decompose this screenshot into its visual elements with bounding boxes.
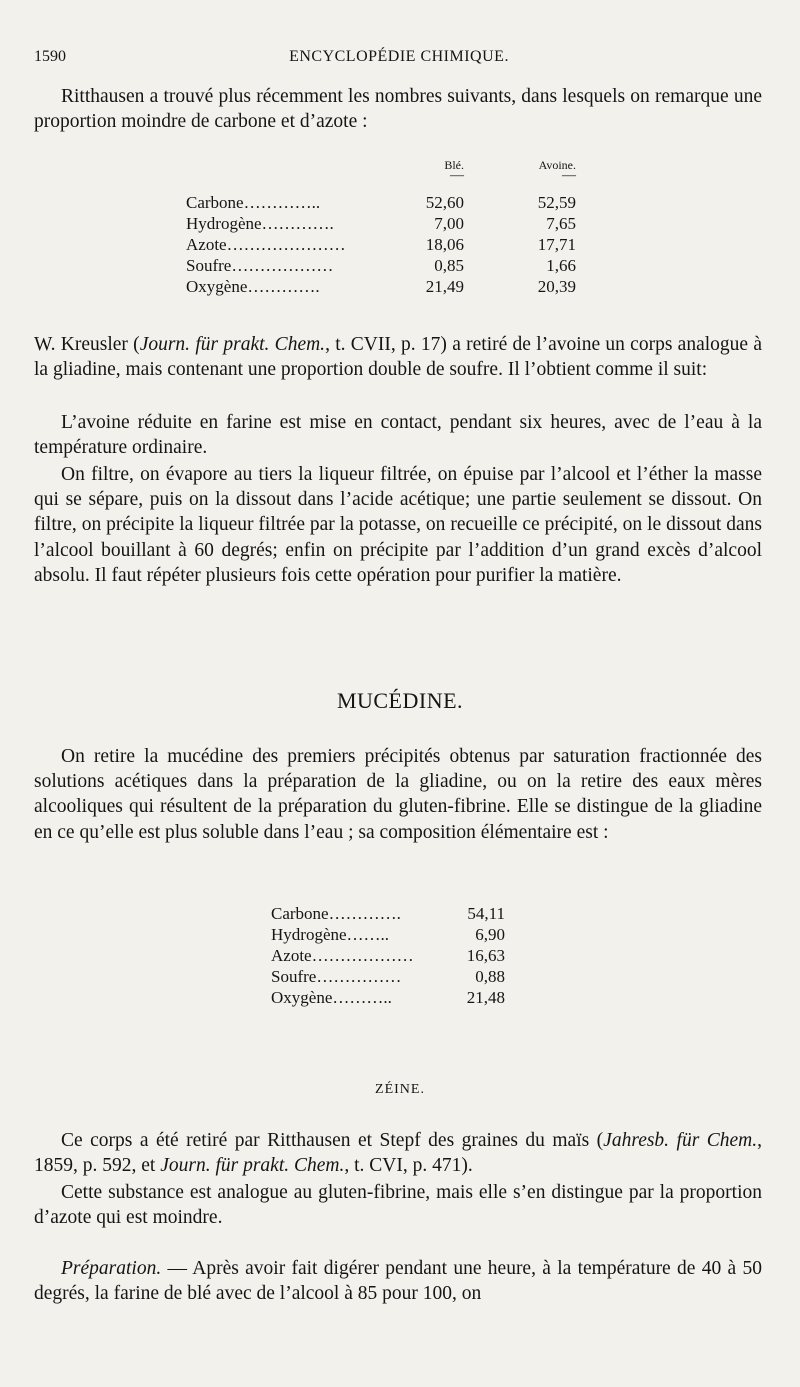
column-header-ble: Blé. —: [444, 158, 464, 183]
filtration-paragraph: On filtre, on évapore au tiers la liqueur filtrée, on épuise par l’alcool et l’éther la masse qui se sépare, puis on la dissout dans l’acide acétique; une partie seulement se dissout. On filtre, on précipite la liqueur filtrée par la potasse, on recueille ce précipité, on le dissout dans l’alcool bouillant à 60 degrés; enfin on précipite par l’addition d’un grand excès d’alcool absolu. Il faut répéter plusieurs fois cette opération pour purifier la matière.: [34, 464, 762, 586]
table-row: Hydrogène…………. 7,00 7,65: [186, 214, 576, 233]
table-header-row: [186, 158, 580, 180]
table-row: Hydrogène…….. 6,90: [271, 925, 505, 944]
journal-title: Journ. für prakt. Chem.: [139, 334, 326, 355]
table-row: Oxygène……….. 21,48: [271, 988, 505, 1007]
table-row: Soufre……………… 0,85 1,66: [186, 256, 576, 275]
page-number: 1590: [34, 48, 66, 65]
composition-table-mucedine: [271, 903, 505, 1008]
table-row: Oxygène…………. 21,49 20,39: [186, 277, 576, 296]
kreusler-paragraph: W. Kreusler (Journ. für prakt. Chem., t. CVII, p. 17) a retiré de l’avoine un corps analogue à la gliadine, mais contenant une proportion double de soufre. Il l’obtient comme il suit:: [34, 334, 762, 381]
composition-table-ble-avoine: [186, 158, 580, 297]
table-row: Carbone…………. 54,11: [271, 904, 505, 923]
column-header-avoine: Avoine. —: [538, 158, 576, 183]
preparation-paragraph: Préparation. — Après avoir fait digérer pendant une heure, à la température de 40 à 50 degrés, la farine de blé avec de l’alcool à 85 pour 100, on: [34, 1258, 762, 1305]
table-row: Azote………………… 18,06 17,71: [186, 235, 576, 254]
mucedine-paragraph: On retire la mucédine des premiers précipités obtenus par saturation fractionnée des solutions acétiques dans la préparation de la gliadine, ou on la retire des eaux mères alcooliques qui résultent de la préparation du gluten-fibrine. Elle se distingue de la gliadine en ce qu’elle est plus soluble dans l’eau ; sa composition élémentaire est :: [34, 746, 762, 843]
section-title-mucedine: MUCÉDINE.: [336, 688, 464, 713]
avoine-paragraph: L’avoine réduite en farine est mise en contact, pendant six heures, avec de l’eau à la température ordinaire.: [34, 412, 762, 459]
running-header: [34, 48, 764, 72]
section-title-zeine: ZÉINE.: [375, 1082, 425, 1097]
table-row: Azote……………… 16,63: [271, 946, 505, 965]
intro-paragraph: Ritthausen a trouvé plus récemment les nombres suivants, dans lesquels on remarque une proportion moindre de carbone et d’azote :: [34, 86, 762, 133]
journal-title: Journ. für prakt. Chem.: [160, 1155, 345, 1177]
table-row: Soufre…………… 0,88: [271, 967, 505, 986]
zeine-paragraph: Ce corps a été retiré par Ritthausen et Stepf des graines du maïs (Jahresb. für Chem., 1859, p. 592, et Journ. für prakt. Chem., t. CVI, p. 471).: [34, 1130, 762, 1177]
table-row: Carbone………….. 52,60 52,59: [186, 193, 576, 212]
zeine-second-paragraph: Cette substance est analogue au gluten-fibrine, mais elle s’en distingue par la proportion d’azote qui est moindre.: [34, 1182, 762, 1229]
journal-title: Jahresb. für Chem.: [603, 1130, 758, 1151]
preparation-heading: Préparation.: [61, 1258, 162, 1279]
running-title: ENCYCLOPÉDIE CHIMIQUE.: [289, 48, 509, 65]
